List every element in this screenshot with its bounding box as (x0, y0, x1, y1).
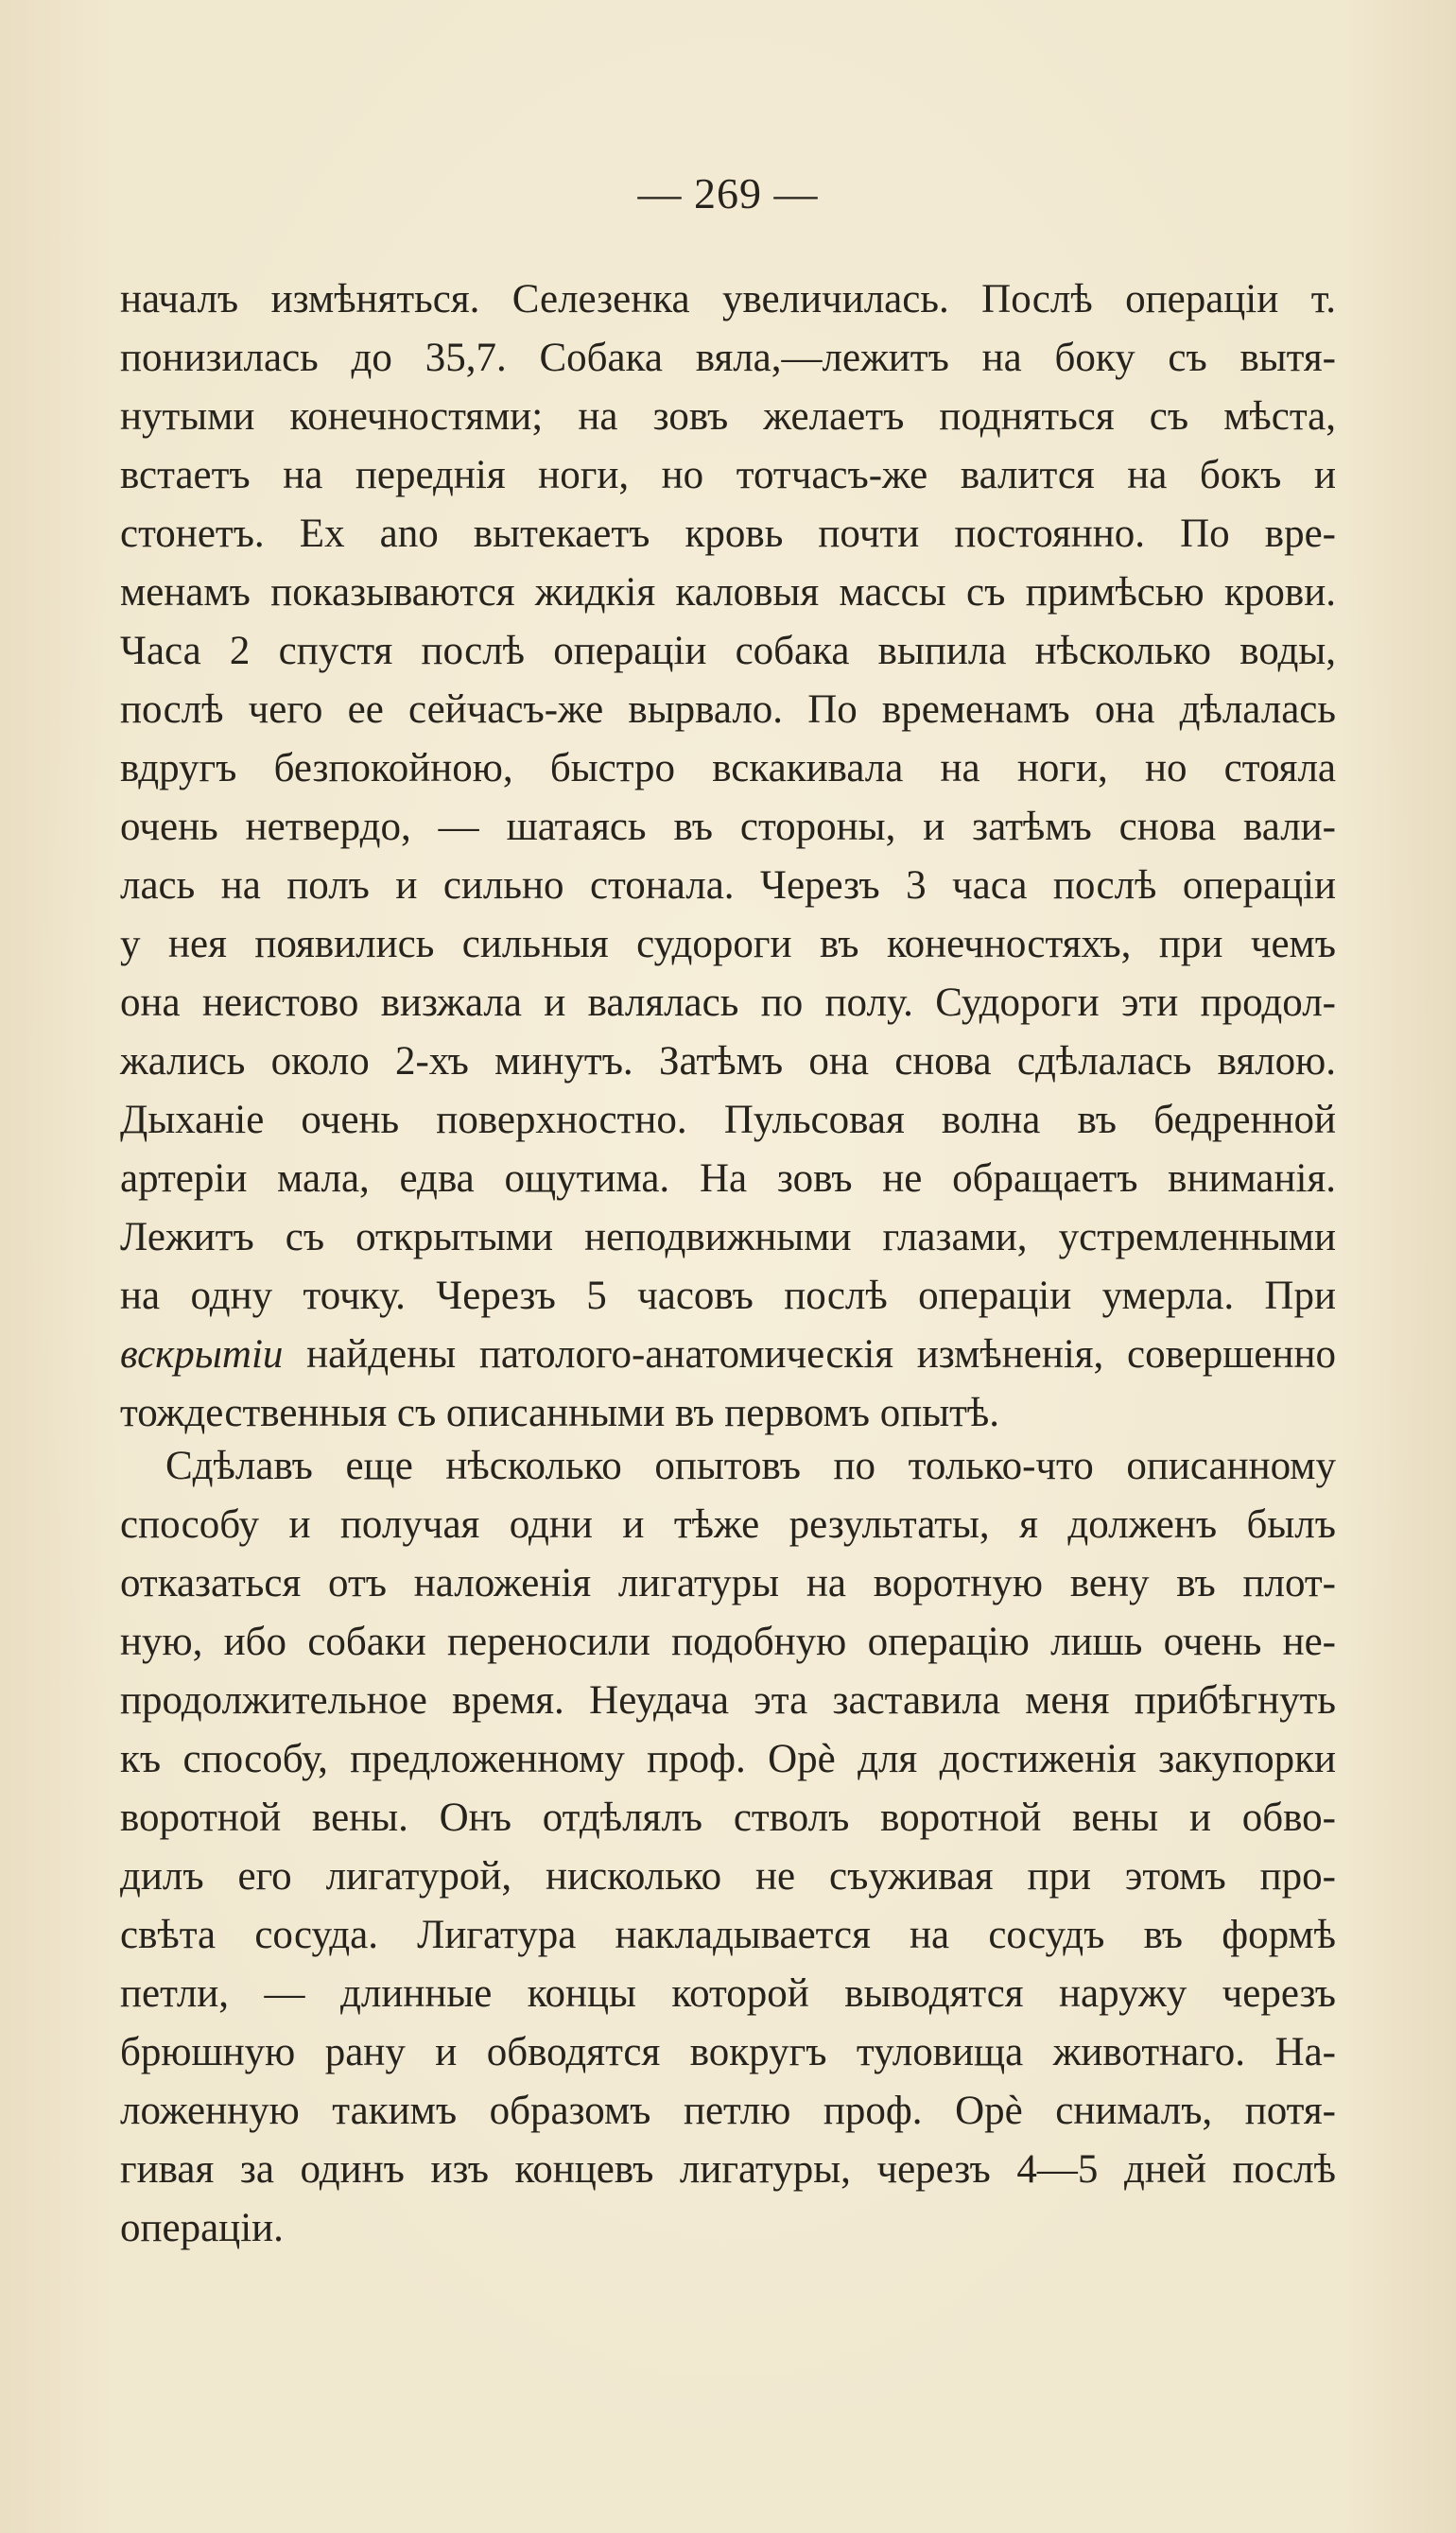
text-line: она неистово визжала и валялась по полу. Судороги эти продол- (120, 980, 1336, 1025)
text-line: ложенную такимъ образомъ петлю проф. Орѐ снималъ, потя- (120, 2089, 1336, 2133)
text-line: петли, — длинные концы которой выводятся наружу черезъ (120, 1971, 1336, 2016)
text-line: тождественныя съ описанными въ первомъ опытѣ. (120, 1391, 1000, 1435)
text-line: брюшную рану и обводятся вокругъ туловища животнаго. На- (120, 2030, 1336, 2074)
text-line: гивая за одинъ изъ концевъ лигатуры, черезъ 4—5 дней послѣ (120, 2147, 1336, 2192)
text-line: понизилась до 35,7. Собака вяла,—лежитъ на боку съ вытя- (120, 336, 1336, 380)
text-line: нутыми конечностями; на зовъ желаетъ подняться съ мѣста, (120, 394, 1336, 439)
text-line: артеріи мала, едва ощутима. На зовъ не обращаетъ вниманія. (120, 1156, 1336, 1201)
page-number: — 269 — (637, 169, 819, 217)
text-line: Дыханіе очень поверхностно. Пульсовая волна въ бедренной (120, 1098, 1336, 1142)
text-line: къ способу, предложенному проф. Орѐ для достиженія закупорки (120, 1737, 1336, 1781)
italic-word: вскрытіи (120, 1332, 284, 1377)
paragraph-1 (120, 270, 1336, 1443)
text-line: ную, ибо собаки переносили подобную операцію лишь очень не- (120, 1620, 1336, 1664)
text-line: Сдѣлавъ еще нѣсколько опытовъ по только-что описанному (165, 1444, 1336, 1488)
text-line: стонетъ. Ex ano вытекаетъ кровь почти постоянно. По вре- (120, 512, 1336, 556)
text-line: лась на полъ и сильно стонала. Черезъ 3 часа послѣ операціи (120, 863, 1336, 908)
text-line: способу и получая одни и тѣже результаты, я долженъ былъ (120, 1502, 1336, 1547)
text-line: продолжительное время. Неудача эта заставила меня прибѣгнуть (120, 1678, 1336, 1723)
text-line: Лежитъ съ открытыми неподвижными глазами, устремленными (120, 1215, 1336, 1259)
text-line: жались около 2-хъ минутъ. Затѣмъ она снова сдѣлалась вялою. (120, 1039, 1336, 1084)
text-line-rest: найдены патолого-анатомическія измѣненія, совершенно (283, 1332, 1336, 1377)
text-line: операціи. (120, 2206, 284, 2250)
text-line-italic-start (120, 1326, 1336, 1384)
text-line: воротной вены. Онъ отдѣлялъ стволъ воротной вены и обво- (120, 1796, 1336, 1840)
text-line: очень нетвердо, — шатаясь въ стороны, и затѣмъ снова вали- (120, 805, 1336, 849)
text-line: встаетъ на переднія ноги, но тотчасъ-же валится на бокъ и (120, 453, 1336, 497)
text-line: Часа 2 спустя послѣ операціи собака выпила нѣсколько воды, (120, 629, 1336, 673)
text-line: послѣ чего ее сейчасъ-же вырвало. По временамъ она дѣлалась (120, 687, 1336, 732)
text-line: на одну точку. Черезъ 5 часовъ послѣ операціи умерла. При (120, 1274, 1336, 1318)
text-line: отказаться отъ наложенія лигатуры на воротную вену въ плот- (120, 1561, 1336, 1605)
text-line: свѣта сосуда. Лигатура накладывается на сосудъ въ формѣ (120, 1913, 1336, 1957)
text-line: менамъ показываются жидкія каловыя массы съ примѣсью крови. (120, 570, 1336, 615)
text-line: началъ измѣняться. Селезенка увеличилась. Послѣ операціи т. (120, 277, 1336, 321)
paragraph-2 (120, 1437, 1336, 2258)
text-line: дилъ его лигатурой, нисколько не съуживая при этомъ про- (120, 1854, 1336, 1899)
text-line: у нея появились сильныя судороги въ конечностяхъ, при чемъ (120, 922, 1336, 966)
text-line: вдругъ безпокойною, быстро вскакивала на ноги, но стояла (120, 746, 1336, 790)
